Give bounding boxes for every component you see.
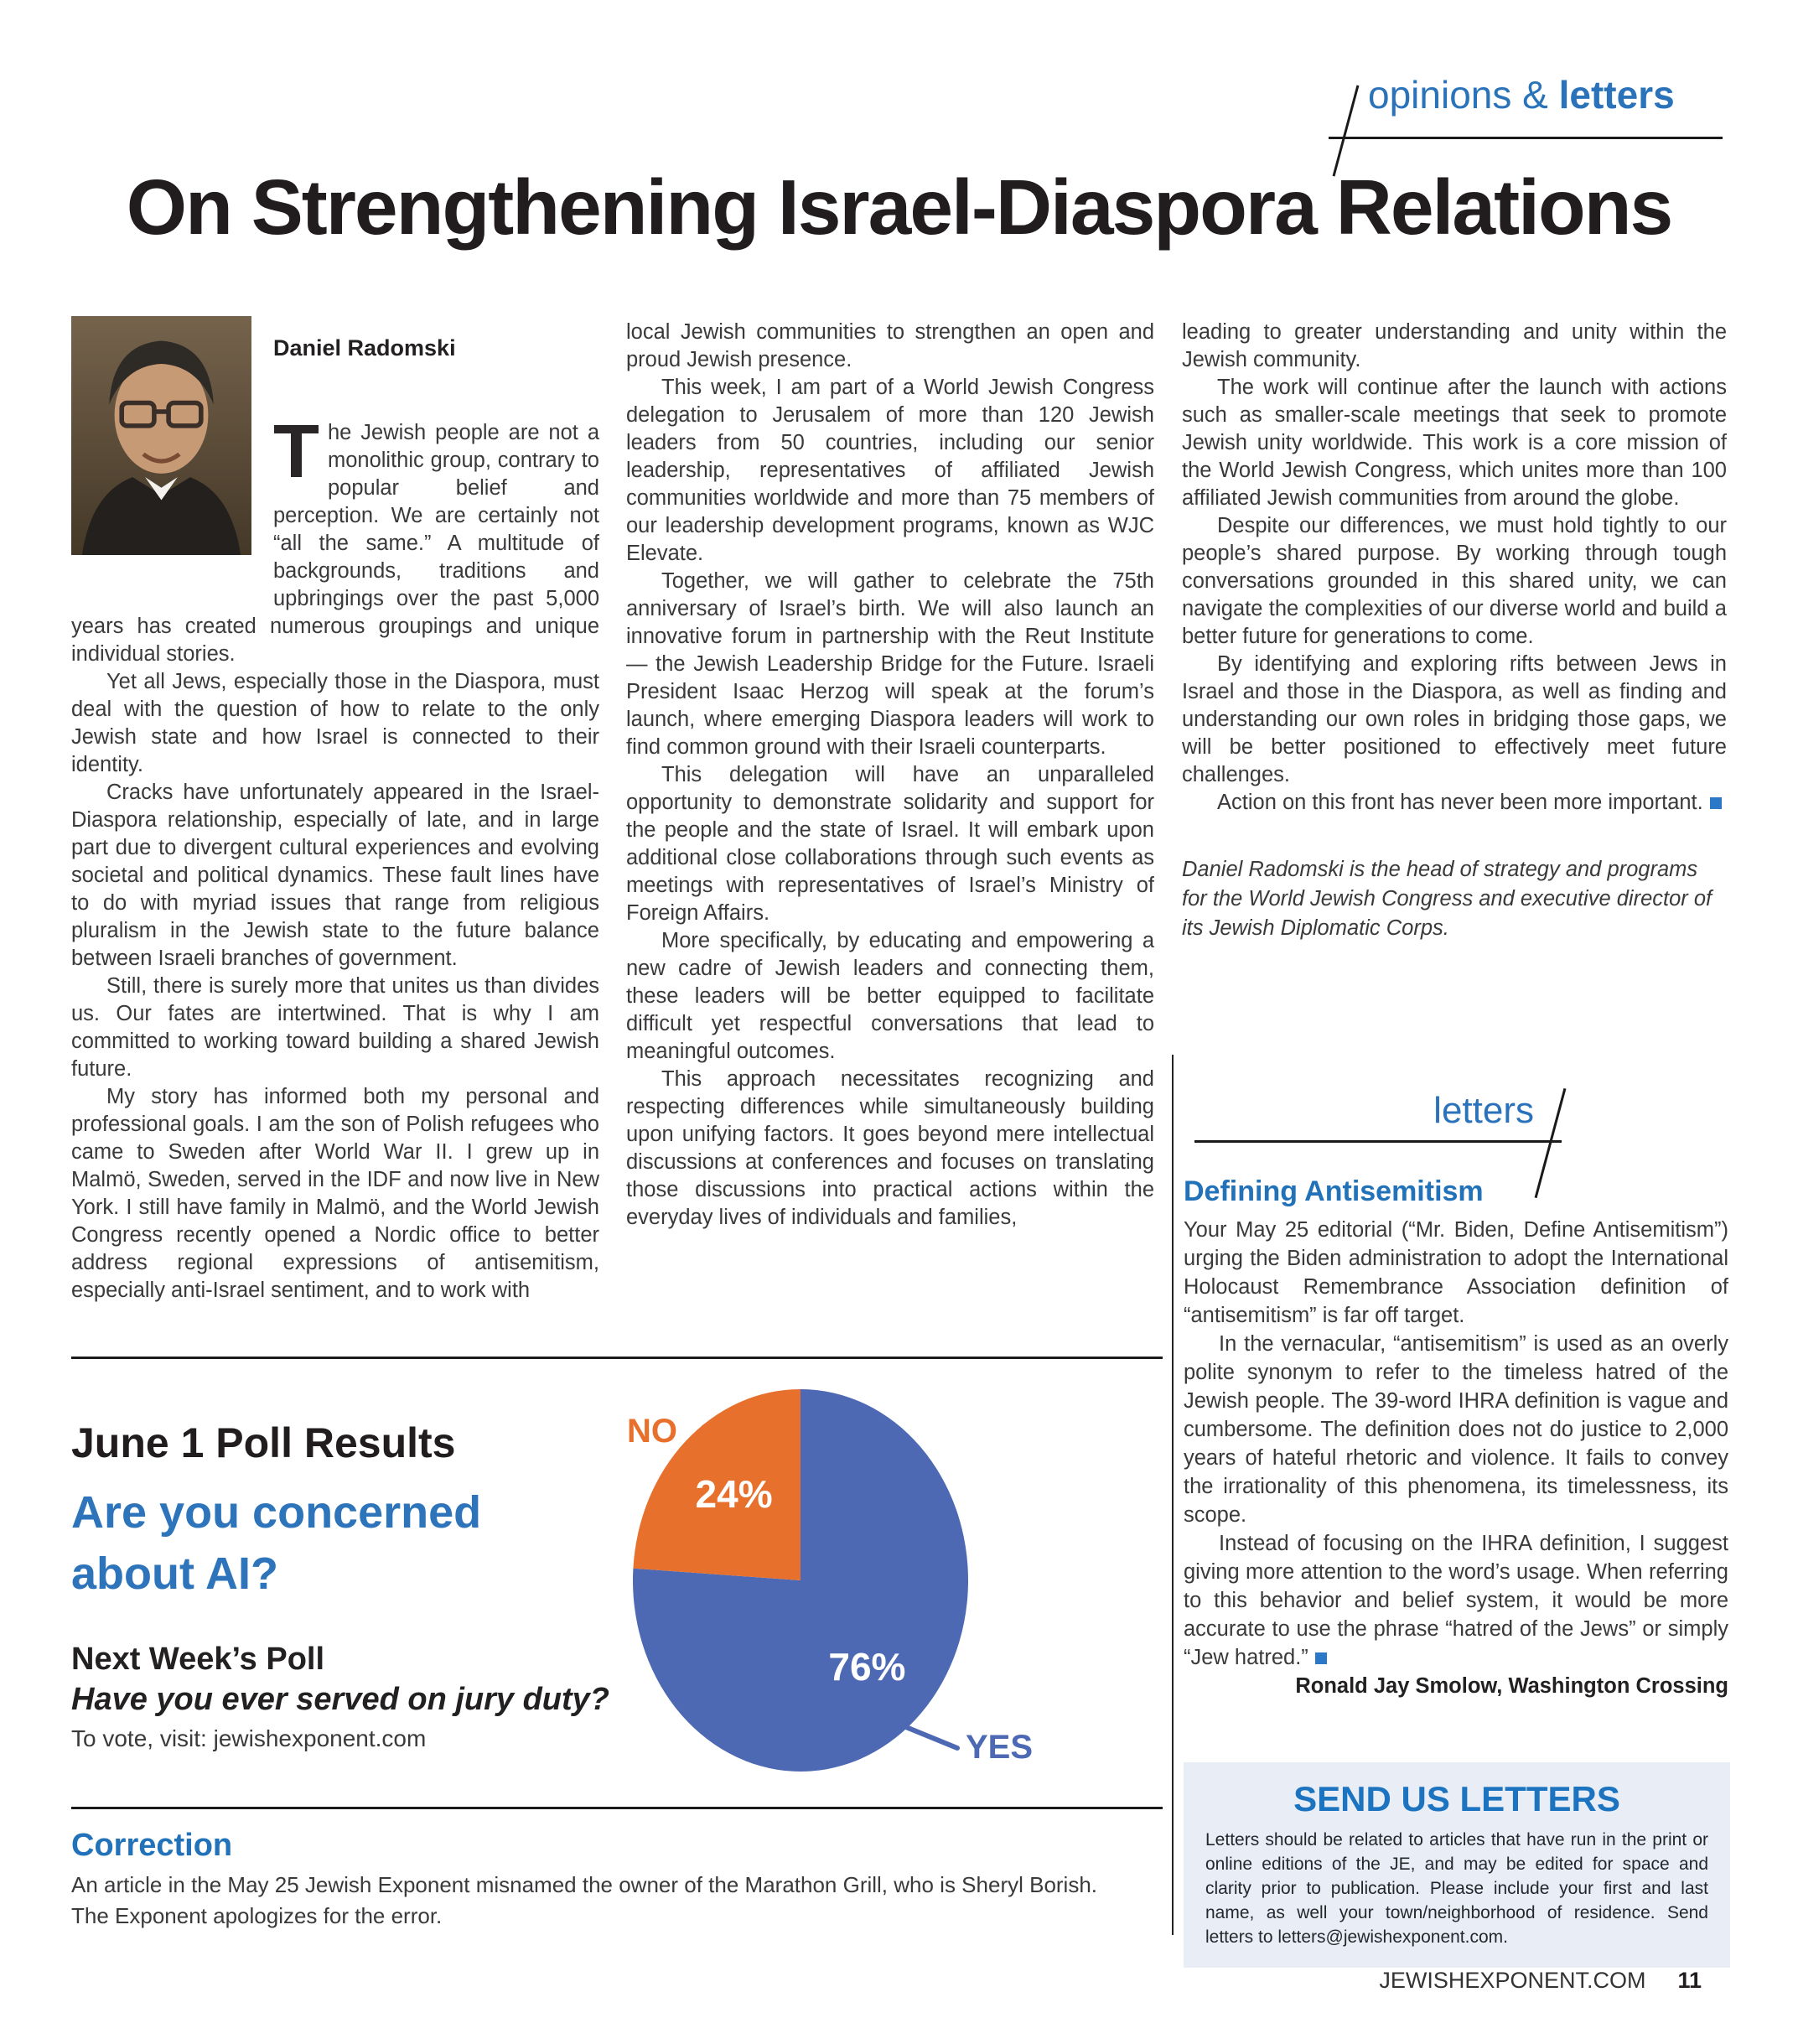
section-title-bold: letters <box>1558 73 1675 117</box>
article-headline: On Strengthening Israel-Diaspora Relations <box>126 163 1672 251</box>
article-paragraph: Cracks have unfortunately appeared in the Israel-Diaspora relationship, especially of late, and in large part due to divergent cultural experiences and evolving societal and political dynamics. These fault lines have to do with myriad issues that range from religious pluralism in the Jewish state to the future balance between Israeli branches of government. <box>71 781 599 970</box>
article-paragraph: This week, I am part of a World Jewish Congress delegation to Jerusalem of more than 120 Jewish leaders from 50 countries, including our senior leadership, representatives of affiliated Jewish communities worldwide and more than 75 members of our leadership development programs, known as WJC Elevate. <box>626 376 1154 565</box>
paragraph-text: Instead of focusing on the IHRA definition, I suggest giving more attention to the word’s usage. When referring to this behavior and belief system, it would be more accurate to use the phrase “hatred of the Jews” or simply “Jew hatred.” <box>1184 1532 1728 1669</box>
send-letters-title: SEND US LETTERS <box>1293 1779 1620 1818</box>
article-column-1 <box>71 314 599 1305</box>
send-letters-box <box>1184 1762 1730 1968</box>
article-paragraph: By identifying and exploring rifts between Jews in Israel and those in the Diaspora, as well as finding and understanding our own roles in bridging those gaps, we will be better positioned to effectively meet future challenges. <box>1182 652 1727 786</box>
no-label: NO <box>627 1413 677 1450</box>
letter-paragraph: In the vernacular, “antisemitism” is used as an overly polite synonym to refer to the timeless hatred of the Jewish people. The 39-word IHRA definition is vague and cumbersome. The definition does not do justice to 2,000 years of hateful rhetoric and violence. It fails to convey the irrationality of this phenomena, its timelessness, its scope. <box>1184 1332 1728 1527</box>
article-paragraph: This approach necessitates recognizing and respecting differences while simultaneously building upon unifying factors. It goes beyond mere intellectual discussions at conferences and focuses on translating those discussions into practical actions within the everyday lives of individuals and families, <box>626 1067 1154 1229</box>
article-paragraph: More specifically, by educating and empowering a new cadre of Jewish leaders and connecting them, these leaders will be better equipped to facilitate difficult yet respectful conversations that lead to meaningful outcomes. <box>626 929 1154 1063</box>
author-bio: Daniel Radomski is the head of strategy and programs for the World Jewish Congress and executive director of its Jewish Diplomatic Corps. <box>1182 858 1713 940</box>
footer-page-number: 11 <box>1677 1968 1702 1993</box>
article-paragraph: Still, there is surely more that unites us than divides us. Our fates are intertwined. That is why I am committed to working toward building a shared Jewish future. <box>71 974 599 1081</box>
paragraph-text: he Jewish people are not a monolithic group, contrary to popular belief and perception. We are certainly not “all the same.” A multitude of backgrounds, traditions and upbringings over the past 5,000 years has created numerous groupings and unique individual stories. <box>71 421 599 666</box>
article-byline: Daniel Radomski <box>273 335 456 361</box>
letters-slash-rule <box>1535 1088 1567 1198</box>
section-title-regular: opinions & <box>1368 73 1559 117</box>
pie-chart-svg <box>620 1379 1090 1790</box>
article-paragraph: Together, we will gather to celebrate the 75th anniversary of Israel’s birth. We will also launch an innovative forum in partnership with the Reut Institute — the Jewish Leadership Bridge for the Future. Israeli President Isaac Herzog will speak at the forum’s launch, where emerging Diaspora leaders will work to find common ground with their Israeli counterparts. <box>626 569 1154 759</box>
article-paragraph: leading to greater understanding and unity within the Jewish community. <box>1182 320 1727 371</box>
column-divider-rule <box>1172 1055 1174 1935</box>
article-paragraph <box>1182 789 1727 817</box>
pie-slices <box>633 1389 968 1772</box>
drop-cap: T <box>273 410 319 494</box>
poll-pie-chart <box>620 1379 1090 1790</box>
send-letters-body: Letters should be related to articles that have run in the print or online editions of the JE, and may be edited for space and clarity prior to publication. Please include your first and last name, as well your town/neighborhood of residence. Send letters to letters@jewishexponent.com. <box>1205 1830 1708 1947</box>
poll-results-label: June 1 Poll Results <box>71 1419 456 1466</box>
article-paragraph: Despite our differences, we must hold tightly to our people’s shared purpose. By working through tough conversations grounded in this shared unity, we can navigate the complexities of our diverse world and build a better future for generations to come. <box>1182 514 1727 648</box>
letter-signature: Ronald Jay Smolow, Washington Crossing <box>1295 1674 1728 1698</box>
correction-top-rule <box>71 1807 1163 1809</box>
poll-question: Are you concerned about AI? <box>71 1487 482 1599</box>
article-paragraph: local Jewish communities to strengthen an open and proud Jewish presence. <box>626 320 1154 371</box>
author-photo <box>71 316 251 555</box>
author-photo-illustration <box>71 316 251 555</box>
next-week-poll-question: Have you ever served on jury duty? <box>71 1682 610 1717</box>
letter-paragraph <box>1184 1529 1728 1672</box>
poll-top-rule <box>71 1357 1163 1359</box>
article-endmark-square <box>1710 797 1722 809</box>
letters-rule <box>1194 1140 1562 1143</box>
article-column-3 <box>1182 319 1727 943</box>
article-paragraph: The work will continue after the launch with actions such as smaller-scale meetings that seek to promote Jewish unity worldwide. This work is a core mission of the World Jewish Congress, which unites more than 100 affiliated Jewish communities from around the globe. <box>1182 376 1727 510</box>
letter-body <box>1184 1216 1728 1700</box>
article-paragraph: Yet all Jews, especially those in the Diaspora, must deal with the question of how to relate to the only Jewish state and how Israel is connected to their identity. <box>71 670 599 776</box>
pie-slice-value-label: 24% <box>695 1472 773 1516</box>
yes-label: YES <box>966 1729 1034 1766</box>
article-column-2 <box>626 319 1154 1232</box>
letter-paragraph: Your May 25 editorial (“Mr. Biden, Define Antisemitism”) urging the Biden administration to adopt the International Holocaust Remembrance Association definition of “antisemitism” is far off target. <box>1184 1218 1728 1327</box>
paragraph-text: Action on this front has never been more important. <box>1217 791 1703 814</box>
article-paragraph: My story has informed both my personal and professional goals. I am the son of Polish refugees who came to Sweden after World War II. I grew up in Malmö, Sweden, served in the IDF and now live in New York. I still have family in Malmö, and the World Jewish Congress recently opened a Nordic office to better address regional expressions of antisemitism, especially anti-Israel sentiment, and to work with <box>71 1085 599 1302</box>
poll-vote-note: To vote, visit: jewishexponent.com <box>71 1725 427 1751</box>
yes-callout-line <box>902 1725 957 1748</box>
letters-section-heading: letters <box>1433 1090 1534 1131</box>
letter-endmark-square <box>1315 1652 1327 1664</box>
correction-body: An article in the May 25 Jewish Exponent misnamed the owner of the Marathon Grill, who is Sheryl Borish. The Exponent apologizes for the error. <box>71 1872 1098 1928</box>
correction-title: Correction <box>71 1828 233 1863</box>
pie-slice-value-label: 76% <box>828 1645 906 1689</box>
footer-site: JEWISHEXPONENT.COM <box>1379 1968 1646 1993</box>
page-footer <box>1257 1968 1702 1994</box>
article-paragraph: This delegation will have an unparalleled opportunity to demonstrate solidarity and support for the people and the state of Israel. It will embark upon additional close collaborations through such events as meetings with representatives of Israel’s Ministry of Foreign Affairs. <box>626 763 1154 925</box>
letter-title: Defining Antisemitism <box>1184 1175 1484 1207</box>
header-rule <box>1329 137 1723 139</box>
next-week-poll-label: Next Week’s Poll <box>71 1642 325 1677</box>
section-title <box>1368 72 1675 117</box>
